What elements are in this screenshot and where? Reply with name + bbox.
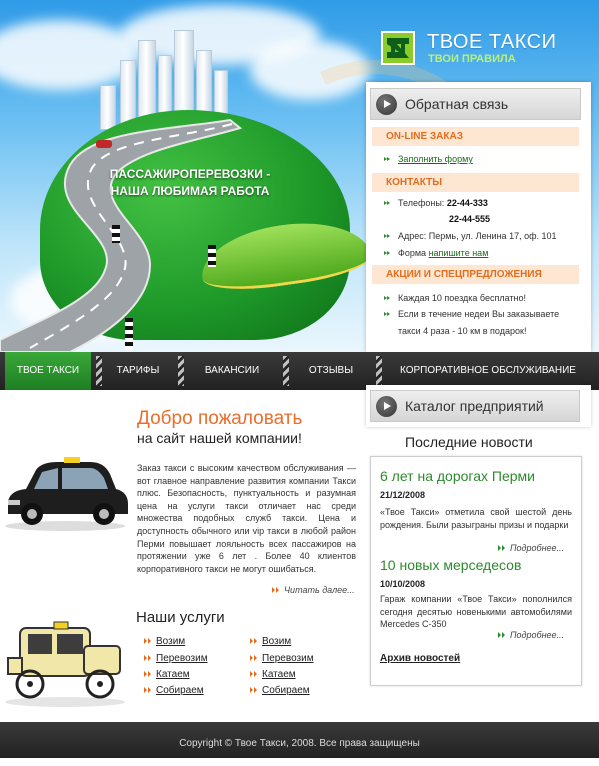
double-arrow-icon bbox=[384, 201, 391, 206]
promo-row bbox=[386, 309, 559, 319]
read-more-link[interactable] bbox=[272, 585, 355, 595]
footer bbox=[0, 722, 599, 758]
service-label: Перевозим bbox=[156, 653, 208, 664]
catalog-title: Каталог предприятий bbox=[405, 398, 544, 414]
nav-separator bbox=[96, 356, 102, 386]
form-label: Форма bbox=[398, 248, 427, 258]
double-arrow-icon bbox=[250, 655, 259, 661]
feedback-title: Обратная связь bbox=[405, 96, 509, 112]
double-arrow-icon bbox=[144, 687, 153, 693]
logo-icon bbox=[381, 31, 415, 65]
news-more-link[interactable] bbox=[498, 630, 564, 640]
service-link[interactable] bbox=[144, 653, 208, 664]
hero-slogan bbox=[105, 166, 275, 200]
welcome-title: Добро пожаловать bbox=[137, 408, 303, 429]
contacts-heading: КОНТАКТЫ bbox=[372, 173, 579, 192]
service-label: Катаем bbox=[262, 669, 296, 680]
news-archive-link[interactable]: Архив новостей bbox=[380, 653, 461, 664]
address-row bbox=[386, 231, 557, 241]
services-title: Наши услуги bbox=[136, 609, 225, 626]
welcome-subtitle: на сайт нашей компании! bbox=[137, 430, 302, 446]
nav-item-tariffs[interactable]: ТАРИФЫ bbox=[116, 365, 160, 376]
service-link[interactable] bbox=[144, 669, 190, 680]
nav-item-reviews[interactable]: ОТЗЫВЫ bbox=[308, 365, 354, 376]
news-date: 10/10/2008 bbox=[380, 579, 426, 589]
intro-text: Заказ такси с высоким качеством обслуживания — вот главное направление развития компании Такси плюс. Безопасность, пунктуальность и разумная цена на услуги такси отличает нас среди множества подобных служб такси. Цена и доступность обычного или vip такси в любой район Перми повышает лояльность всех пассажиров на протяжении уже 6 лет . Более 40 клиентов корпоративного такси не могут ошибаться. bbox=[137, 463, 356, 574]
write-us-row bbox=[386, 248, 488, 258]
online-order-heading: ON-LINE ЗАКАЗ bbox=[372, 127, 579, 146]
double-arrow-icon bbox=[384, 251, 391, 256]
arrow-right-icon bbox=[376, 94, 397, 115]
service-label: Перевозим bbox=[262, 653, 314, 664]
fill-form-row bbox=[386, 154, 473, 164]
nav-item-tvoe-taxi[interactable]: ТВОЕ ТАКСИ bbox=[5, 352, 91, 390]
double-arrow-icon bbox=[250, 671, 259, 677]
promo-text: Если в течение недеи Вы заказываете bbox=[398, 309, 560, 319]
catalog-button[interactable] bbox=[370, 390, 580, 422]
road-post bbox=[125, 318, 133, 350]
nav-item-corporate[interactable]: КОРПОРАТИВНОЕ ОБСЛУЖИВАНИЕ bbox=[400, 365, 576, 376]
black-cab-image bbox=[0, 456, 130, 532]
news-text: Гараж компании «Твое Такси» пополнился сегодня десятью новенькими автомобилями Mercedes C-350 bbox=[380, 594, 572, 630]
retro-taxi-image bbox=[0, 618, 130, 708]
service-link[interactable] bbox=[250, 685, 310, 696]
feedback-header[interactable] bbox=[370, 88, 581, 120]
news-more-label: Подробнее... bbox=[510, 543, 565, 553]
service-label: Собираем bbox=[156, 685, 204, 696]
hero-slogan-line: НАША ЛЮБИМАЯ РАБОТА bbox=[110, 184, 270, 198]
hero-slogan-line: ПАССАЖИРОПЕРЕВОЗКИ - bbox=[109, 167, 271, 181]
write-us-link[interactable]: напишите нам bbox=[428, 248, 489, 258]
fill-form-link[interactable]: Заполнить форму bbox=[398, 154, 473, 164]
service-link[interactable] bbox=[250, 653, 314, 664]
brand-subtitle: ТВОИ ПРАВИЛА bbox=[428, 53, 516, 65]
promo-text: такси 4 раза - 10 км в подарок! bbox=[398, 326, 527, 336]
arrow-right-icon bbox=[376, 396, 397, 417]
double-arrow-icon bbox=[144, 655, 153, 661]
service-label: Возим bbox=[156, 636, 186, 647]
service-label: Собираем bbox=[262, 685, 310, 696]
double-arrow-icon bbox=[384, 234, 391, 239]
phones-label: Телефоны: bbox=[398, 198, 445, 208]
nav-separator bbox=[376, 356, 382, 386]
read-more-label: Читать далее... bbox=[284, 585, 355, 595]
news-heading: Последние новости bbox=[405, 434, 533, 450]
service-link[interactable] bbox=[250, 669, 296, 680]
double-arrow-icon bbox=[498, 545, 507, 551]
double-arrow-icon bbox=[498, 632, 507, 638]
road-post bbox=[112, 225, 120, 243]
nav-separator bbox=[283, 356, 289, 386]
double-arrow-icon bbox=[250, 687, 259, 693]
news-more-label: Подробнее... bbox=[510, 630, 565, 640]
service-label: Возим bbox=[262, 636, 292, 647]
promo-row bbox=[386, 293, 526, 303]
double-arrow-icon bbox=[272, 587, 281, 593]
promo-text: Каждая 10 поездка бесплатно! bbox=[398, 293, 527, 303]
news-title[interactable]: 6 лет на дорогах Перми bbox=[380, 468, 535, 484]
double-arrow-icon bbox=[384, 312, 391, 317]
news-title[interactable]: 10 новых мерседесов bbox=[380, 557, 522, 573]
double-arrow-icon bbox=[384, 157, 391, 162]
service-link[interactable] bbox=[144, 636, 185, 647]
phones-row bbox=[386, 198, 488, 208]
phone-number: 22-44-555 bbox=[449, 214, 491, 224]
news-text: «Твое Такси» отметила свой шестой день рождения. Были разыграны призы и подарки bbox=[380, 507, 572, 530]
nav-item-vacancies[interactable]: ВАКАНСИИ bbox=[204, 365, 260, 376]
double-arrow-icon bbox=[144, 638, 153, 644]
news-more-link[interactable] bbox=[498, 543, 564, 553]
brand-title: ТВОЕ ТАКСИ bbox=[427, 31, 557, 53]
copyright-text: Copyright © Твое Такси, 2008. Все права защищены bbox=[179, 738, 420, 749]
road-post bbox=[208, 245, 216, 267]
news-date: 21/12/2008 bbox=[380, 490, 426, 500]
service-link[interactable] bbox=[144, 685, 204, 696]
service-link[interactable] bbox=[250, 636, 291, 647]
feedback-panel bbox=[366, 82, 591, 352]
phone-number: 22-44-333 bbox=[446, 198, 488, 208]
address-text: Адрес: Пермь, ул. Ленина 17, оф. 101 bbox=[398, 231, 557, 241]
double-arrow-icon bbox=[384, 296, 391, 301]
nav-separator bbox=[178, 356, 184, 386]
promo-heading: АКЦИИ И СПЕЦПРЕДЛОЖЕНИЯ bbox=[372, 265, 579, 284]
double-arrow-icon bbox=[250, 638, 259, 644]
double-arrow-icon bbox=[144, 671, 153, 677]
service-label: Катаем bbox=[156, 669, 190, 680]
